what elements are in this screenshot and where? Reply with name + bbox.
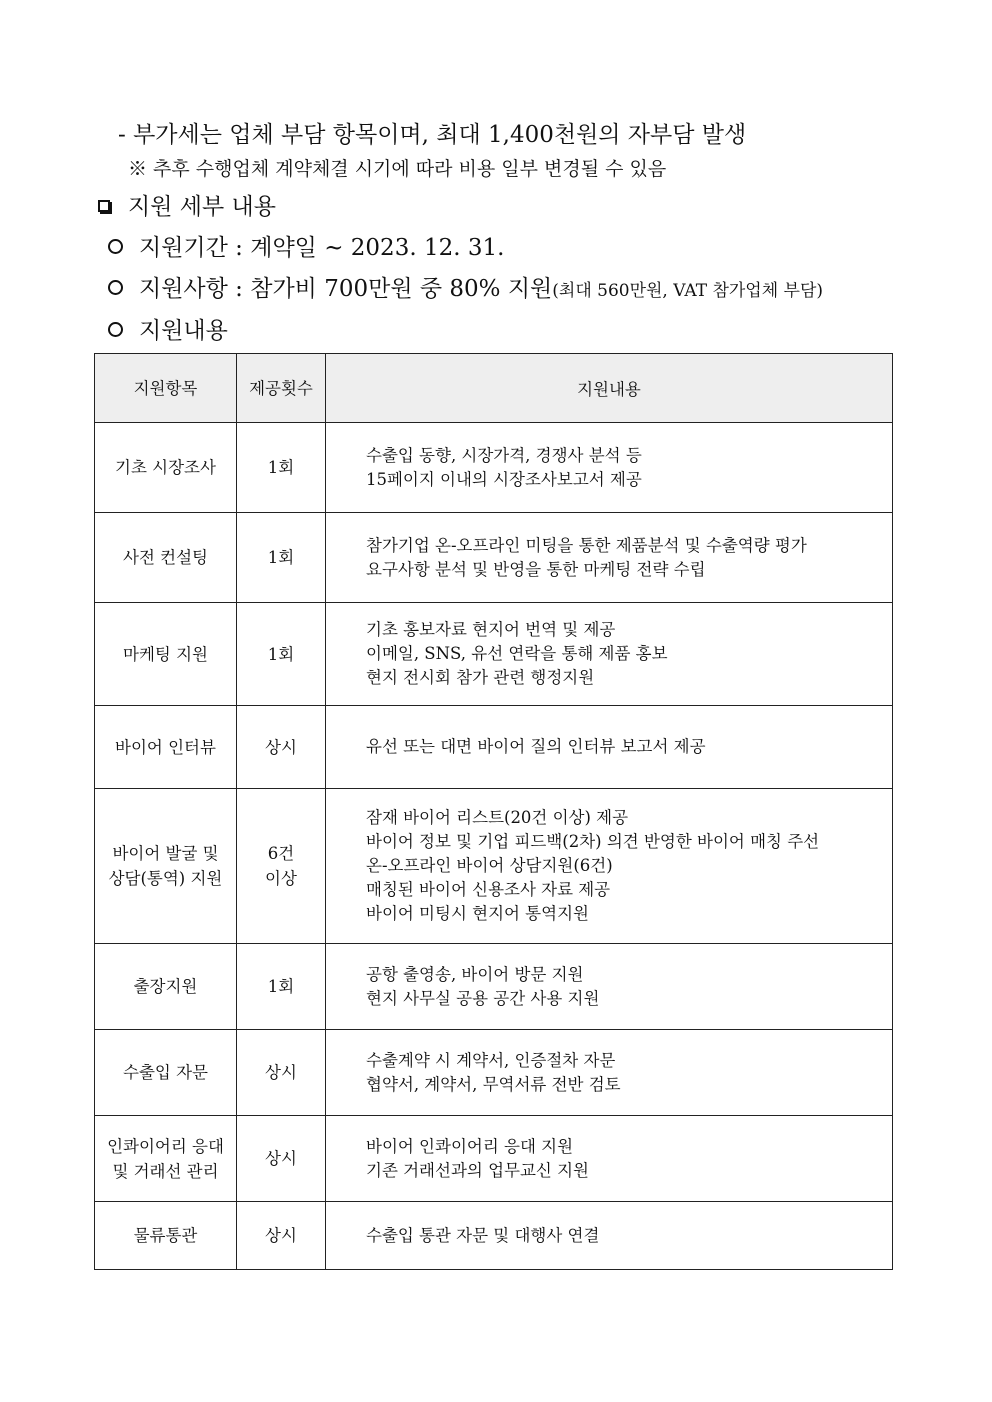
row-count-line: 1회: [267, 458, 295, 477]
support-content-label: [108, 312, 228, 345]
row-content-line: 온-오프라인 바이어 상담지원(6건): [366, 856, 613, 875]
circle-bullet-icon: [108, 239, 123, 254]
row-item: [95, 513, 237, 603]
table-body: [95, 423, 893, 1270]
row-content: [326, 944, 893, 1030]
support-items-sub: (최대 560만원, VAT 참가업체 부담): [552, 281, 824, 301]
row-count-line: 1회: [267, 548, 295, 567]
row-item: [95, 789, 237, 944]
row-count-line: 1회: [267, 977, 295, 996]
row-content: [326, 789, 893, 944]
section-title: [98, 188, 276, 221]
row-content: [326, 1030, 893, 1116]
circle-bullet-icon: [108, 280, 123, 295]
row-content-line: 잠재 바이어 리스트(20건 이상) 제공: [366, 808, 629, 827]
row-count: [237, 789, 326, 944]
table-row: [95, 1030, 893, 1116]
row-content-line: 15페이지 이내의 시장조사보고서 제공: [366, 469, 642, 489]
row-item-line: 및 거래선 관리: [112, 1161, 219, 1181]
row-content: [326, 1202, 893, 1270]
row-content-line: 공항 출영송, 바이어 방문 지원: [366, 964, 584, 984]
row-item: [95, 423, 237, 513]
row-content-line: 유선 또는 대면 바이어 질의 인터뷰 보고서 제공: [366, 737, 706, 756]
row-content-line: 현지 사무실 공용 공간 사용 지원: [366, 988, 600, 1008]
row-item-line: 출장지원: [133, 977, 198, 996]
row-count-line: 상시: [265, 737, 297, 757]
row-content-line: 바이어 정보 및 기업 피드백(2차) 의견 반영한 바이어 매칭 주선: [366, 832, 820, 851]
row-count: [237, 423, 326, 513]
header-content: 지원내용: [326, 354, 893, 423]
row-item: [95, 1030, 237, 1116]
table-row: [95, 944, 893, 1030]
row-item-line: 인콰이어리 응대: [107, 1136, 224, 1156]
row-count-line: 이상: [265, 869, 297, 888]
row-count-line: 상시: [265, 1063, 297, 1082]
support-items: [108, 270, 823, 303]
row-item: [95, 603, 237, 706]
row-content-line: 기초 홍보자료 현지어 번역 및 제공: [366, 620, 616, 639]
circle-bullet-icon: [108, 322, 123, 337]
row-item: [95, 706, 237, 789]
support-period-text: 지원기간 : 계약일 ~ 2023. 12. 31.: [139, 235, 505, 261]
row-content-line: 매칭된 바이어 신용조사 자료 제공: [366, 880, 611, 899]
row-count: [237, 706, 326, 789]
row-count: [237, 1030, 326, 1116]
support-items-text: 지원사항 : 참가비 700만원 중 80% 지원: [139, 276, 553, 302]
row-count-line: 상시: [265, 1226, 297, 1245]
row-item: [95, 1116, 237, 1202]
row-item-line: 마케팅 지원: [123, 644, 208, 664]
row-item-line: 기초 시장조사: [115, 458, 216, 477]
support-content-text: 지원내용: [139, 318, 228, 344]
row-item-line: 사전 컨설팅: [123, 548, 208, 567]
table-row: [95, 706, 893, 789]
row-content-line: 바이어 미팅시 현지어 통역지원: [366, 904, 589, 923]
row-item-line: 물류통관: [133, 1226, 198, 1245]
row-count-line: 6건: [267, 844, 295, 863]
change-note: ※ 추후 수행업체 계약체결 시기에 따라 비용 일부 변경될 수 있음: [128, 158, 667, 180]
row-content-line: 수출입 동향, 시장가격, 경쟁사 분석 등: [366, 445, 642, 465]
row-count: [237, 944, 326, 1030]
row-count: [237, 1202, 326, 1270]
row-count-line: 1회: [267, 644, 295, 664]
table-row: [95, 1116, 893, 1202]
section-title-text: 지원 세부 내용: [128, 194, 276, 220]
row-content-line: 이메일, SNS, 유선 연락을 통해 제품 홍보: [366, 644, 668, 663]
row-count-line: 상시: [265, 1149, 297, 1168]
square-bullet-icon: [98, 200, 110, 212]
row-content-line: 현지 전시회 참가 관련 행정지원: [366, 668, 595, 687]
row-content-line: 바이어 인콰이어리 응대 지원: [366, 1136, 574, 1156]
row-item-line: 상담(통역) 지원: [108, 869, 223, 888]
table-row: [95, 1202, 893, 1270]
support-period: [108, 229, 504, 262]
table-row: [95, 423, 893, 513]
row-item: [95, 944, 237, 1030]
row-content: [326, 423, 893, 513]
row-content-line: 수출입 통관 자문 및 대행사 연결: [366, 1225, 600, 1245]
table-header-row: [95, 354, 893, 423]
row-content: [326, 603, 893, 706]
row-item-line: 바이어 발굴 및: [112, 844, 219, 863]
row-count: [237, 603, 326, 706]
header-count: 제공횟수: [237, 354, 326, 423]
table-row: [95, 513, 893, 603]
row-count: [237, 513, 326, 603]
row-content: [326, 513, 893, 603]
row-content-line: 참가기업 온-오프라인 미팅을 통한 제품분석 및 수출역량 평가: [366, 535, 807, 555]
support-table: [94, 353, 893, 1270]
vat-note: - 부가세는 업체 부담 항목이며, 최대 1,400천원의 자부담 발생: [118, 122, 747, 148]
row-content: [326, 1116, 893, 1202]
row-content-line: 기존 거래선과의 업무교신 지원: [366, 1160, 589, 1180]
table-row: [95, 789, 893, 944]
row-content-line: 요구사항 분석 및 반영을 통한 마케팅 전략 수립: [366, 559, 706, 579]
row-count: [237, 1116, 326, 1202]
row-content: [326, 706, 893, 789]
header-item: 지원항목: [95, 354, 237, 423]
row-item: [95, 1202, 237, 1270]
row-item-line: 바이어 인터뷰: [115, 737, 216, 757]
row-content-line: 수출계약 시 계약서, 인증절차 자문: [366, 1050, 616, 1070]
row-content-line: 협약서, 계약서, 무역서류 전반 검토: [366, 1074, 621, 1094]
table-row: [95, 603, 893, 706]
row-item-line: 수출입 자문: [123, 1063, 208, 1082]
